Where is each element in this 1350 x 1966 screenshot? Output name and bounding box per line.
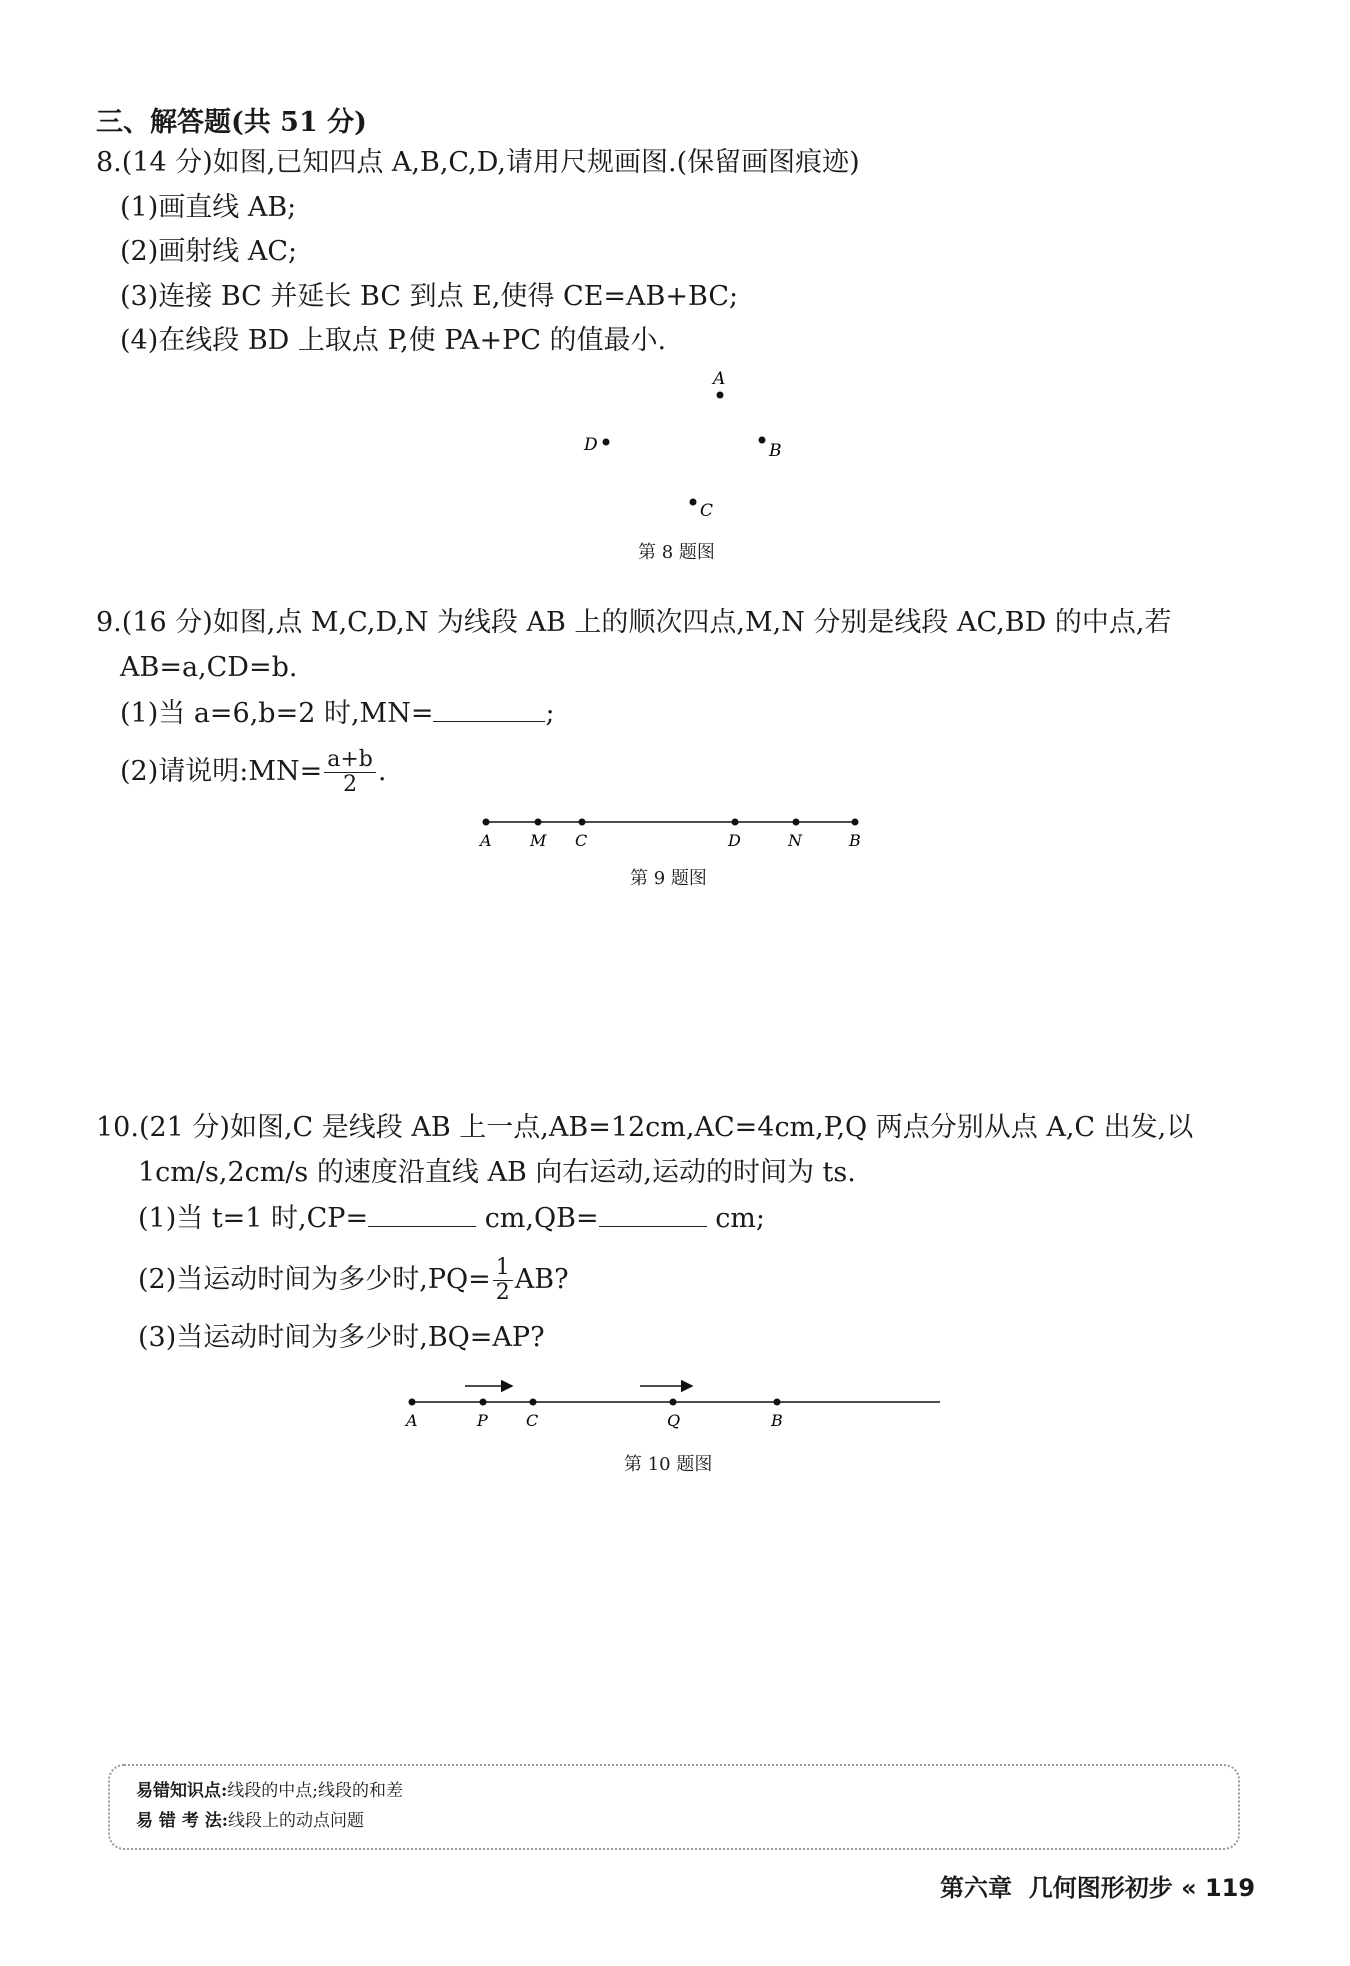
note-method-key: 易 错 考 法: <box>136 1811 229 1831</box>
q9-part-2-end: . <box>377 756 387 787</box>
q9-point-m <box>535 819 542 826</box>
q8-point-a <box>717 392 724 399</box>
q10-point-b <box>774 1399 781 1406</box>
note-knowledge-value: 线段的中点;线段的和差 <box>227 1781 404 1801</box>
q9-point-d <box>732 819 739 826</box>
q10-part-1-mid: cm,QB= <box>484 1203 599 1234</box>
q9-point-b <box>852 819 859 826</box>
q8-caption: 第 8 题图 <box>638 542 715 563</box>
q9-caption: 第 9 题图 <box>630 868 707 889</box>
q9-part-2-text: (2)请说明:MN= <box>120 756 323 787</box>
q10-part-3: (3)当运动时间为多少时,BQ=AP? <box>138 1322 545 1353</box>
footer-chevron-icon: « <box>1181 1874 1197 1902</box>
q9-part-1-text: (1)当 a=6,b=2 时,MN= <box>120 698 434 729</box>
q10-part-1-end: cm; <box>715 1203 766 1234</box>
q9-heading: 9.(16 分)如图,点 M,C,D,N 为线段 AB 上的顺次四点,M,N 分别是线段 AC,BD 的中点,若 <box>96 607 1172 638</box>
q10-cp-blank[interactable] <box>368 1200 476 1227</box>
q9-label-b: B <box>849 831 861 850</box>
q9-label-n: N <box>788 831 802 850</box>
q9-fraction <box>324 748 376 797</box>
q10-frac-den: 2 <box>495 1280 510 1305</box>
q10-part-1 <box>138 1200 765 1237</box>
q8-label-a: A <box>713 369 726 389</box>
q8-heading: 8.(14 分)如图,已知四点 A,B,C,D,请用尺规画图.(保留画图痕迹) <box>96 147 860 178</box>
q9-point-n <box>793 819 800 826</box>
q10-label-p: P <box>477 1411 488 1430</box>
q9-part-1-end: ; <box>545 698 555 729</box>
q9-label-a: A <box>480 831 492 850</box>
note-knowledge-key: 易错知识点: <box>136 1781 228 1801</box>
q8-part-3: (3)连接 BC 并延长 BC 到点 E,使得 CE=AB+BC; <box>120 281 739 312</box>
note-method <box>136 1806 364 1836</box>
page-number: 119 <box>1204 1874 1256 1902</box>
footer-chapter: 第六章 <box>940 1874 1012 1902</box>
q10-part-2 <box>138 1256 569 1305</box>
q10-heading-cont: 1cm/s,2cm/s 的速度沿直线 AB 向右运动,运动的时间为 ts. <box>138 1157 856 1188</box>
q9-label-d: D <box>728 831 741 850</box>
q9-figure <box>470 808 870 856</box>
q9-point-c <box>579 819 586 826</box>
q8-point-c <box>690 499 697 506</box>
q10-qb-blank[interactable] <box>599 1200 707 1227</box>
q9-answer-blank[interactable] <box>433 695 545 722</box>
section-title: 三、解答题(共 51 分) <box>96 107 367 138</box>
q9-label-c: C <box>575 831 588 850</box>
q10-label-a: A <box>406 1411 418 1430</box>
q8-point-d <box>603 439 610 446</box>
note-method-value: 线段上的动点问题 <box>228 1811 365 1831</box>
footer-title: 几何图形初步 <box>1028 1874 1173 1902</box>
q10-figure <box>400 1370 950 1430</box>
q10-point-c <box>530 1399 537 1406</box>
q8-part-1: (1)画直线 AB; <box>120 192 297 223</box>
q9-part-2 <box>120 748 386 797</box>
q8-part-2: (2)画射线 AC; <box>120 236 298 267</box>
q10-caption: 第 10 题图 <box>624 1454 713 1475</box>
q10-label-q: Q <box>667 1411 681 1430</box>
q8-label-b: B <box>769 441 782 461</box>
q10-label-b: B <box>771 1411 783 1430</box>
q10-heading: 10.(21 分)如图,C 是线段 AB 上一点,AB=12cm,AC=4cm,P,Q 两点分别从点 A,C 出发,以 <box>96 1112 1194 1143</box>
q10-fraction <box>493 1256 513 1305</box>
q10-part-2-text: (2)当运动时间为多少时,PQ= <box>138 1264 491 1295</box>
q9-label-m: M <box>530 831 547 850</box>
q8-label-c: C <box>700 501 714 521</box>
q9-part-1 <box>120 695 555 732</box>
q8-label-d: D <box>584 435 598 455</box>
q10-part-1-text: (1)当 t=1 时,CP= <box>138 1203 369 1234</box>
q9-frac-num: a+b <box>324 748 376 773</box>
q8-point-b <box>759 437 766 444</box>
q10-part-2-end: AB? <box>514 1264 569 1295</box>
q10-point-p <box>480 1399 487 1406</box>
page-footer <box>940 1868 1255 1903</box>
q8-part-4: (4)在线段 BD 上取点 P,使 PA+PC 的值最小. <box>120 325 667 356</box>
q8-figure <box>560 360 800 530</box>
note-knowledge <box>136 1776 403 1806</box>
q10-point-a <box>409 1399 416 1406</box>
q10-label-c: C <box>526 1411 539 1430</box>
q10-point-q <box>670 1399 677 1406</box>
q9-heading-cont: AB=a,CD=b. <box>120 652 298 683</box>
q9-frac-den: 2 <box>343 772 358 797</box>
q9-point-a <box>483 819 490 826</box>
q10-frac-num: 1 <box>493 1256 513 1281</box>
